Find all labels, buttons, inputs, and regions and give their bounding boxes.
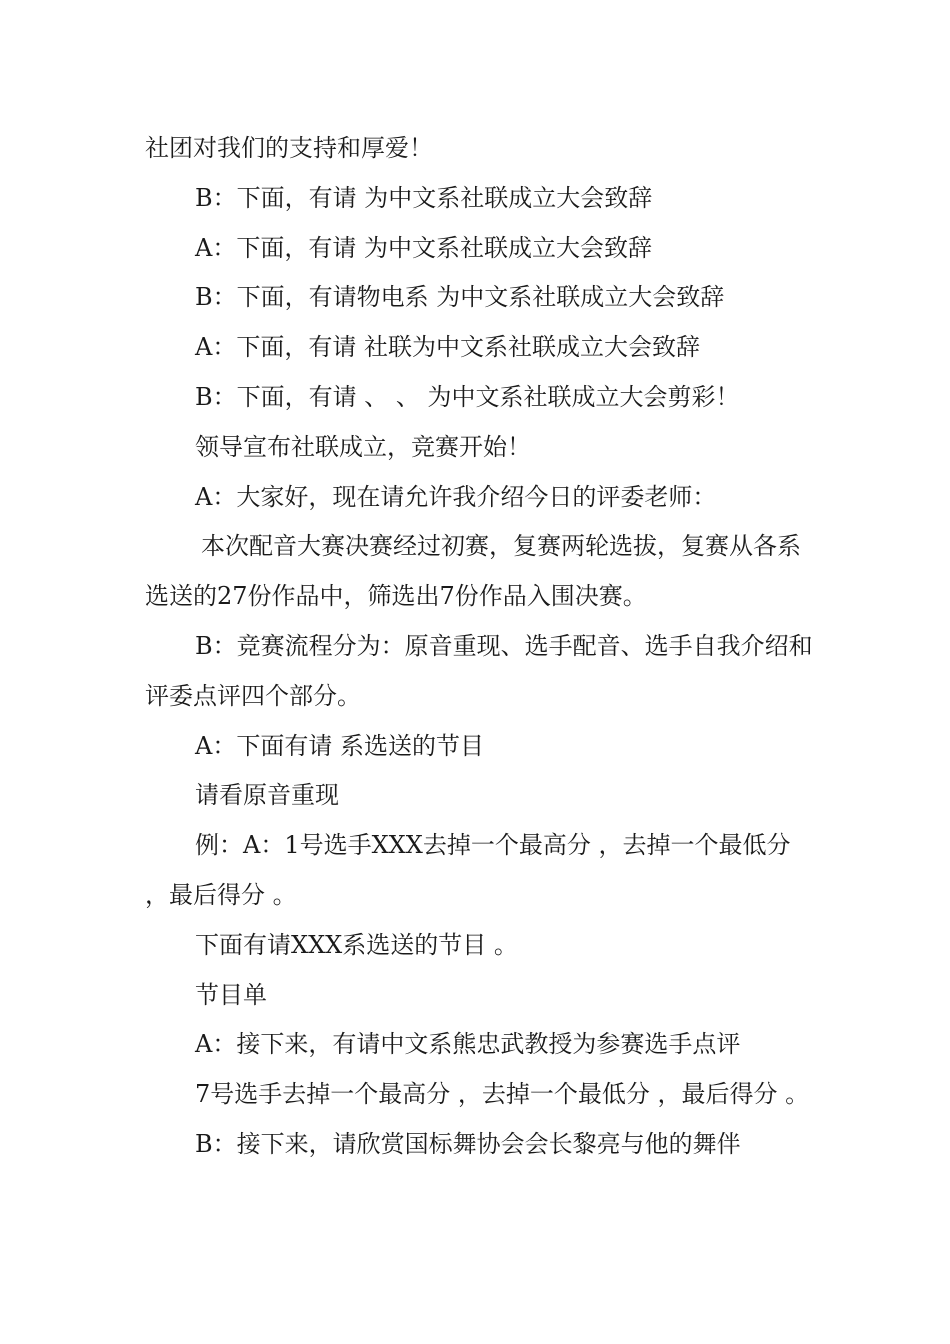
paragraph: B：下面，有请 、 、 为中文系社联成立大会剪彩！ [195,382,740,411]
paragraph: 7号选手去掉一个最高分 ，去掉一个最低分 ，最后得分 。 [195,1080,810,1109]
paragraph: 领导宣布社联成立，竞赛开始！ [195,432,531,461]
paragraph: 社团对我们的支持和厚爱！ [145,134,433,162]
paragraph: A：大家好，现在请允许我介绍今日的评委老师： [195,482,717,511]
paragraph: B：下面，有请 为中文系社联成立大会致辞 [195,183,653,212]
paragraph: A：下面，有请 社联为中文系社联成立大会致辞 [195,333,700,362]
paragraph: 本次配音大赛决赛经过初赛，复赛两轮选拔，复赛从各系选送的27份作品中，筛选出7份作品入围决赛。 [145,532,801,611]
paragraph: B：下面，有请物电系 为中文系社联成立大会致辞 [195,283,725,312]
paragraph: 下面有请XXX系选送的节目 。 [195,930,518,959]
paragraph: 例：A：1号选手XXX去掉一个最高分 ，去掉一个最低分 ，最后得分 。 [145,831,799,909]
paragraph: A：下面，有请 为中文系社联成立大会致辞 [195,233,652,262]
paragraph: A：下面有请 系选送的节目 [195,731,484,760]
paragraph: 请看原音重现 [195,781,339,810]
paragraph: B：接下来，请欣赏国标舞协会会长黎亮与他的舞伴 [195,1129,741,1158]
paragraph: B：竞赛流程分为：原音重现、选手配音、选手自我介绍和评委点评四个部分。 [145,631,813,710]
document-body [145,124,815,1170]
paragraph: 节目单 [195,980,267,1009]
paragraph: A：接下来，有请中文系熊忠武教授为参赛选手点评 [195,1030,741,1059]
